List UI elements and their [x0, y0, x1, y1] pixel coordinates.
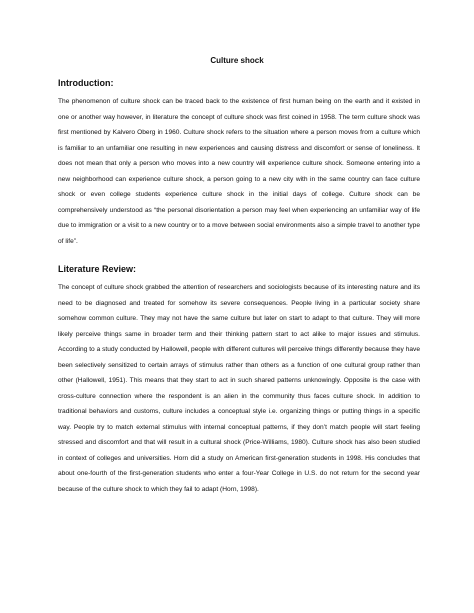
section-body-literature-review: The concept of culture shock grabbed the attention of researchers and sociologists because of its interesting nature and its need to be diagnosed and treated for somehow its severe consequences. People living in a particular society share somehow common culture. They may not have the same culture but later on start to adapt to that culture. They will more likely perceive things same in broader term and their thinking pattern start to act alike to major issues and stimulus. According to a study conducted by Hallowell, people with different cultures will perceive things differently because they have been selectively sensitized to certain arrays of stimulus rather than others as a function of one cultural group rather than other (Hallowell, 1951). This means that they start to act in such shared patterns unknowingly. Opposite is the case with cross-culture connection where the respondent is an alien in the community thus faces culture shock. In addition to traditional behaviors and customs, culture includes a conceptual style i.e. organizing things or putting things in a specific way. People try to match external stimulus with internal conceptual patterns, if they don’t match people will start feeling stressed and discomfort and that will result in a cultural shock (Price-Williams, 1980). Culture shock has also been studied in context of colleges and universities. Horn did a study on American first-generation students in 1998. His concludes that about one-fourth of the first-generation students who enter a four-Year College in U.S. do not return for the second year because of the culture shock to which they fail to adapt (Horn, 1998).: [58, 284, 420, 493]
document-title: Culture shock: [210, 56, 264, 65]
section-heading-literature-review: Literature Review:: [58, 264, 137, 274]
section-heading-introduction: Introduction:: [58, 78, 114, 88]
section-body-introduction: The phenomenon of culture shock can be traced back to the existence of first human being on the earth and it existed in one or another way however, in literature the concept of culture shock was first coined in 1958. The term culture shock was first mentioned by Kalvero Oberg in 1960. Culture shock refers to the situation where a person moves from a culture which is familiar to an unfamiliar one resulting in new experiences and causing distress and discomfort or sense of loneliness. It does not mean that only a person who moves into a new country will experience culture shock. Someone entering into a new neighborhood can experience culture shock, a person going to a new city with in the same country can face culture shock or even college students experience culture shock in the initial days of college. Culture shock can be comprehensively understood as “the personal disorientation a person may feel when experiencing an unfamiliar way of life due to immigration or a visit to a new country or to a move between social environments also a simple travel to another type of life”.: [58, 98, 420, 245]
